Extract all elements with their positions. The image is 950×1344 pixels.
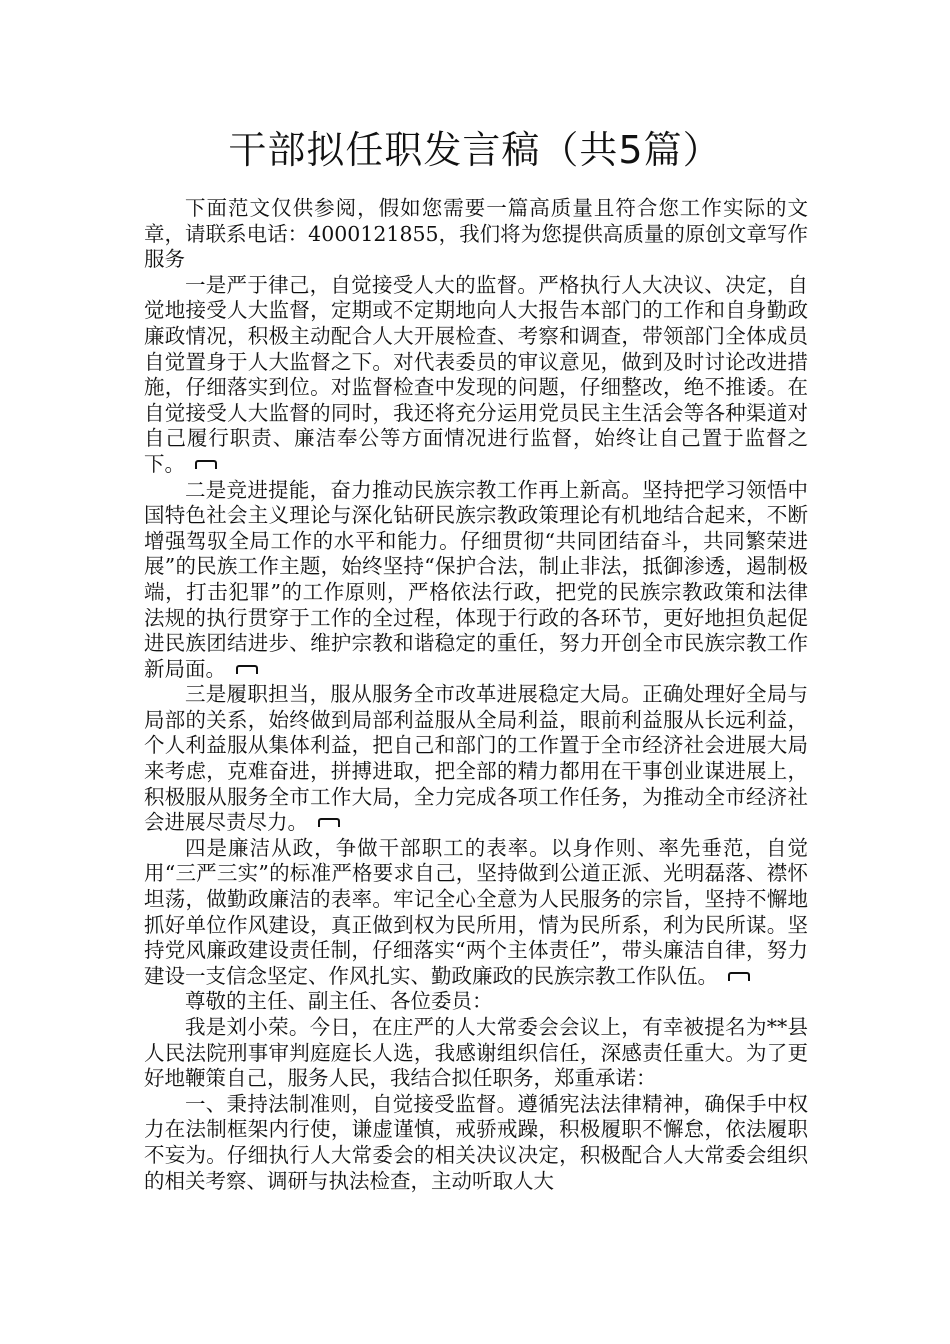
paragraph-text: 一是严于律己，自觉接受人大的监督。严格执行人大决议、决定，自觉地接受人大监督，定期或不定期地向人大报告本部门的工作和自身勤政廉政情况，积极主动配合人大开展检查、考察和调查，带领部门全体成员自觉置身于人大监督之下。对代表委员的审议意见，做到及时讨论改进措施，仔细落实到位。对监督检查中发现的问题，仔细整改，绝不推诿。在自觉接受人大监督的同时，我还将充分运用党员民主生活会等各种渠道对自己履行职责、廉洁奉公等方面情况进行监督，始终让自己置于监督之下。 [144,272,808,476]
paragraph-mark-icon [318,818,340,827]
paragraph [144,1015,808,1092]
paragraph [144,273,808,478]
paragraph [144,989,808,1015]
paragraph-mark-icon [236,665,258,674]
paragraph-text: 一、秉持法制准则，自觉接受监督。遵循宪法法律精神，确保手中权力在法制框架内行使，谦虚谨慎，戒骄戒躁，积极履职不懈怠，依法履职不妄为。仔细执行人大常委会的相关决议决定，积极配合人大常委会组织的相关考察、调研与执法检查，主动听取人大 [144,1091,808,1193]
paragraph [144,682,808,836]
paragraph-text: 我是刘小荣。今日，在庄严的人大常委会会议上，有幸被提名为**县人民法院刑事审判庭庭长人选，我感谢组织信任，深感责任重大。为了更好地鞭策自己，服务人民，我结合拟任职务，郑重承诺： [144,1015,808,1091]
paragraph [144,478,808,683]
document-title: 干部拟任职发言稿（共5篇） [228,128,722,172]
paragraph-text: 四是廉洁从政，争做干部职工的表率。以身作则、率先垂范，自觉用“三严三实”的标准严格要求自己，坚持做到公道正派、光明磊落、襟怀坦荡，做勤政廉洁的表率。牢记全心全意为人民服务的宗旨，坚持不懈地抓好单位作风建设，真正做到权为民所用，情为民所系，利为民所谋。坚持党风廉政建设责任制，仔细落实“两个主体责任”，带头廉洁自律，努力建设一支信念坚定、作风扎实、勤政廉政的民族宗教工作队伍。 [144,835,808,988]
paragraph [144,1092,808,1194]
document-body [144,196,808,1194]
paragraph-text: 下面范文仅供参阅，假如您需要一篇高质量且符合您工作实际的文章，请联系电话：4000121855，我们将为您提供高质量的原创文章写作服务 [144,196,808,272]
paragraph [144,836,808,990]
paragraph-mark-icon [195,460,217,469]
paragraph-mark-icon [728,972,750,981]
paragraph-text: 二是竞进提能，奋力推动民族宗教工作再上新高。坚持把学习领悟中国特色社会主义理论与深化钻研民族宗教政策理论有机地结合起来，不断增强驾驭全局工作的水平和能力。仔细贯彻“共同团结奋斗，共同繁荣进展”的民族工作主题，始终坚持“保护合法，制止非法，抵御渗透，遏制极端，打击犯罪”的工作原则，严格依法行政，把党的民族宗教政策和法律法规的执行贯穿于工作的全过程，体现于行政的各环节，更好地担负起促进民族团结进步、维护宗教和谐稳定的重任，努力开创全市民族宗教工作新局面。 [144,477,808,681]
paragraph-text: 尊敬的主任、副主任、各位委员： [185,989,493,1014]
paragraph [144,196,808,273]
paragraph-text: 三是履职担当，服从服务全市改革进展稳定大局。正确处理好全局与局部的关系，始终做到局部利益服从全局利益，眼前利益服从长远利益，个人利益服从集体利益，把自己和部门的工作置于全市经济社会进展大局来考虑，克难奋进，拼搏进取，把全部的精力都用在干事创业谋进展上，积极服从服务全市工作大局，全力完成各项工作任务，为推动全市经济社会进展尽责尽力。 [144,682,808,835]
